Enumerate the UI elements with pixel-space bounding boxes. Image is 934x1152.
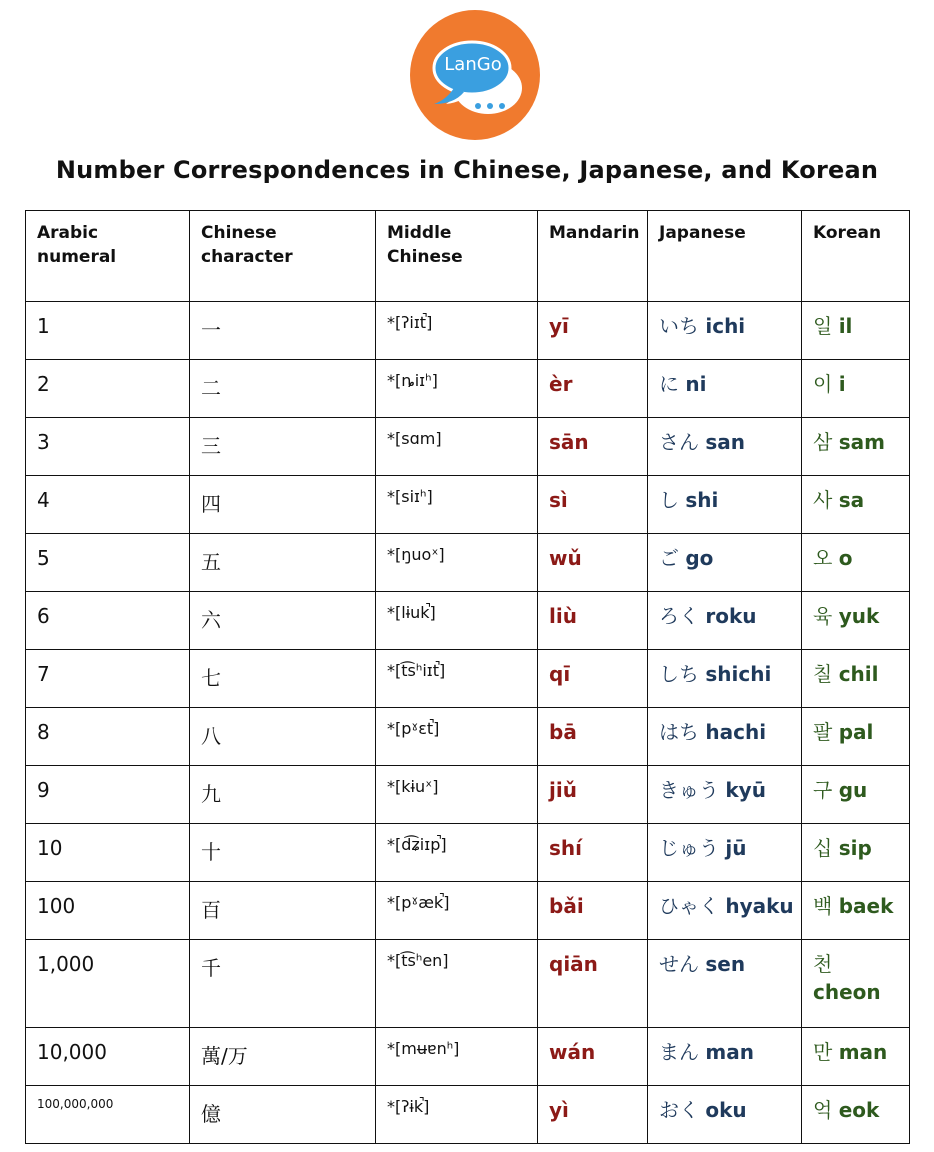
- cell-arabic: [26, 592, 190, 650]
- cell-japanese: [648, 766, 802, 824]
- chinese-character: 九: [201, 782, 221, 806]
- table-row: [26, 534, 910, 592]
- mandarin-reading: qī: [549, 662, 571, 686]
- japanese-romaji: sen: [705, 952, 746, 976]
- middle-chinese-reading: *[pˠæk̚]: [387, 893, 450, 912]
- korean-hangul: 육: [813, 604, 833, 628]
- mandarin-reading: liù: [549, 604, 577, 628]
- cell-arabic: [26, 1028, 190, 1086]
- cell-arabic: [26, 476, 190, 534]
- japanese-kana: ろく: [659, 604, 699, 628]
- cell-japanese: [648, 476, 802, 534]
- header-row: [26, 211, 910, 302]
- cell-arabic: [26, 302, 190, 360]
- cell-korean: [802, 650, 910, 708]
- korean-romanization: sa: [838, 488, 865, 512]
- chinese-character: 四: [201, 492, 221, 516]
- chat-bubbles-icon: [410, 10, 540, 140]
- page-title: Number Correspondences in Chinese, Japanese, and Korean: [55, 156, 879, 184]
- chinese-character: 三: [201, 434, 221, 458]
- cell-japanese: [648, 940, 802, 1028]
- japanese-kana: しち: [659, 662, 699, 686]
- chinese-character: 十: [201, 840, 221, 864]
- number-table: [25, 210, 910, 1144]
- korean-hangul: 백: [813, 894, 833, 918]
- middle-chinese-reading: *[t͡sʰen]: [387, 951, 449, 970]
- table-row: [26, 766, 910, 824]
- korean-hangul: 팔: [813, 720, 833, 744]
- japanese-romaji: shichi: [705, 662, 772, 686]
- cell-chinese-character: [190, 1086, 376, 1144]
- cell-middle-chinese: [376, 708, 538, 766]
- cell-mandarin: [538, 1028, 648, 1086]
- korean-romanization: eok: [838, 1098, 880, 1122]
- cell-chinese-character: [190, 766, 376, 824]
- cell-mandarin: [538, 302, 648, 360]
- cell-japanese: [648, 418, 802, 476]
- cell-japanese: [648, 650, 802, 708]
- header-korean: Korean: [802, 211, 910, 302]
- cell-arabic: [26, 1086, 190, 1144]
- chinese-character: 千: [201, 956, 221, 980]
- cell-japanese: [648, 882, 802, 940]
- chinese-character: 二: [201, 376, 221, 400]
- cell-chinese-character: [190, 650, 376, 708]
- cell-japanese: [648, 592, 802, 650]
- korean-romanization: chil: [838, 662, 879, 686]
- chinese-character: 一: [201, 318, 221, 342]
- middle-chinese-reading: *[d͡ʑiɪp̚]: [387, 835, 447, 854]
- cell-mandarin: [538, 1086, 648, 1144]
- cell-japanese: [648, 1028, 802, 1086]
- table-row: [26, 360, 910, 418]
- japanese-romaji: jū: [725, 836, 747, 860]
- cell-middle-chinese: [376, 766, 538, 824]
- arabic-numeral: 6: [37, 604, 50, 628]
- cell-chinese-character: [190, 360, 376, 418]
- cell-middle-chinese: [376, 476, 538, 534]
- cell-arabic: [26, 534, 190, 592]
- cell-korean: [802, 302, 910, 360]
- arabic-numeral: 100: [37, 894, 76, 918]
- arabic-numeral: 7: [37, 662, 50, 686]
- header-japanese: Japanese: [648, 211, 802, 302]
- cell-mandarin: [538, 940, 648, 1028]
- arabic-numeral: 5: [37, 546, 50, 570]
- arabic-numeral: 1: [37, 314, 50, 338]
- cell-japanese: [648, 708, 802, 766]
- japanese-kana: じゅう: [659, 836, 719, 860]
- cell-arabic: [26, 882, 190, 940]
- middle-chinese-reading: *[sɑm]: [387, 429, 442, 448]
- korean-hangul: 이: [813, 372, 833, 396]
- korean-hangul: 십: [813, 836, 833, 860]
- korean-romanization: o: [838, 546, 853, 570]
- cell-middle-chinese: [376, 650, 538, 708]
- middle-chinese-reading: *[pˠɛt̚]: [387, 719, 440, 738]
- mandarin-reading: wán: [549, 1040, 596, 1064]
- cell-chinese-character: [190, 708, 376, 766]
- arabic-numeral: 10: [37, 836, 63, 860]
- japanese-romaji: hachi: [705, 720, 767, 744]
- cell-japanese: [648, 302, 802, 360]
- arabic-numeral: 9: [37, 778, 50, 802]
- mandarin-reading: sān: [549, 430, 589, 454]
- korean-hangul: 사: [813, 488, 833, 512]
- cell-middle-chinese: [376, 1086, 538, 1144]
- table-row: [26, 592, 910, 650]
- mandarin-reading: bǎi: [549, 894, 584, 918]
- korean-romanization: cheon: [813, 980, 881, 1004]
- table-row: [26, 302, 910, 360]
- middle-chinese-reading: *[lɨuk̚]: [387, 603, 436, 622]
- cell-korean: [802, 360, 910, 418]
- mandarin-reading: wǔ: [549, 546, 582, 570]
- cell-korean: [802, 940, 910, 1028]
- cell-middle-chinese: [376, 592, 538, 650]
- japanese-romaji: man: [705, 1040, 754, 1064]
- cell-mandarin: [538, 592, 648, 650]
- cell-chinese-character: [190, 476, 376, 534]
- korean-hangul: 만: [813, 1040, 833, 1064]
- korean-romanization: gu: [838, 778, 868, 802]
- chinese-character: 八: [201, 724, 221, 748]
- cell-arabic: [26, 360, 190, 418]
- korean-romanization: baek: [838, 894, 894, 918]
- cell-korean: [802, 418, 910, 476]
- cell-arabic: [26, 824, 190, 882]
- korean-romanization: yuk: [838, 604, 880, 628]
- cell-mandarin: [538, 650, 648, 708]
- cell-chinese-character: [190, 592, 376, 650]
- korean-hangul: 삼: [813, 430, 833, 454]
- cell-mandarin: [538, 418, 648, 476]
- middle-chinese-reading: *[ʔɨk̚]: [387, 1097, 430, 1116]
- mandarin-reading: yī: [549, 314, 569, 338]
- cell-middle-chinese: [376, 418, 538, 476]
- korean-romanization: man: [838, 1040, 888, 1064]
- cell-arabic: [26, 766, 190, 824]
- japanese-kana: いち: [659, 314, 699, 338]
- cell-mandarin: [538, 766, 648, 824]
- chinese-character: 億: [201, 1102, 221, 1126]
- japanese-kana: さん: [659, 430, 699, 454]
- chinese-character: 七: [201, 666, 221, 690]
- arabic-numeral: 100,000,000: [37, 1097, 114, 1111]
- cell-chinese-character: [190, 882, 376, 940]
- korean-hangul: 오: [813, 546, 833, 570]
- cell-korean: [802, 1086, 910, 1144]
- korean-romanization: pal: [838, 720, 874, 744]
- arabic-numeral: 8: [37, 720, 50, 744]
- korean-hangul: 구: [813, 778, 833, 802]
- cell-arabic: [26, 418, 190, 476]
- table-row: [26, 824, 910, 882]
- cell-korean: [802, 534, 910, 592]
- cell-korean: [802, 1028, 910, 1086]
- middle-chinese-reading: *[ŋuoˣ]: [387, 545, 445, 564]
- table-row: [26, 418, 910, 476]
- cell-chinese-character: [190, 940, 376, 1028]
- cell-japanese: [648, 360, 802, 418]
- korean-hangul: 일: [813, 314, 833, 338]
- table-row: [26, 476, 910, 534]
- header-chinese-character: Chinese character: [190, 211, 376, 302]
- korean-romanization: il: [838, 314, 853, 338]
- cell-mandarin: [538, 824, 648, 882]
- mandarin-reading: èr: [549, 372, 573, 396]
- korean-hangul: 억: [813, 1098, 833, 1122]
- middle-chinese-reading: *[kɨuˣ]: [387, 777, 439, 796]
- cell-korean: [802, 824, 910, 882]
- arabic-numeral: 2: [37, 372, 50, 396]
- cell-arabic: [26, 940, 190, 1028]
- arabic-numeral: 4: [37, 488, 50, 512]
- middle-chinese-reading: *[t͡sʰiɪt̚]: [387, 661, 446, 680]
- cell-middle-chinese: [376, 882, 538, 940]
- cell-middle-chinese: [376, 1028, 538, 1086]
- table-row: [26, 882, 910, 940]
- chinese-character: 五: [201, 550, 221, 574]
- cell-middle-chinese: [376, 940, 538, 1028]
- chinese-character: 百: [201, 898, 221, 922]
- cell-chinese-character: [190, 302, 376, 360]
- cell-mandarin: [538, 476, 648, 534]
- japanese-kana: せん: [659, 952, 699, 976]
- cell-arabic: [26, 708, 190, 766]
- cell-middle-chinese: [376, 360, 538, 418]
- table-row: [26, 650, 910, 708]
- cell-mandarin: [538, 708, 648, 766]
- chinese-character: 萬/万: [201, 1044, 248, 1068]
- cell-japanese: [648, 1086, 802, 1144]
- cell-korean: [802, 476, 910, 534]
- cell-chinese-character: [190, 534, 376, 592]
- lango-logo: [410, 10, 540, 140]
- japanese-romaji: roku: [705, 604, 757, 628]
- cell-arabic: [26, 650, 190, 708]
- cell-chinese-character: [190, 1028, 376, 1086]
- cell-korean: [802, 592, 910, 650]
- cell-mandarin: [538, 360, 648, 418]
- japanese-romaji: go: [685, 546, 714, 570]
- middle-chinese-reading: *[ʔiɪt̚]: [387, 313, 433, 332]
- korean-romanization: i: [838, 372, 846, 396]
- mandarin-reading: qiān: [549, 952, 598, 976]
- cell-japanese: [648, 534, 802, 592]
- cell-korean: [802, 708, 910, 766]
- korean-romanization: sip: [838, 836, 872, 860]
- table-row: [26, 708, 910, 766]
- mandarin-reading: shí: [549, 836, 582, 860]
- cell-chinese-character: [190, 418, 376, 476]
- middle-chinese-reading: *[siɪʰ]: [387, 487, 433, 506]
- japanese-romaji: ichi: [705, 314, 746, 338]
- arabic-numeral: 1,000: [37, 952, 95, 976]
- japanese-kana: ご: [659, 546, 679, 570]
- table-row: [26, 1028, 910, 1086]
- header-mandarin: Mandarin: [538, 211, 648, 302]
- cell-japanese: [648, 824, 802, 882]
- japanese-kana: し: [659, 488, 679, 512]
- cell-korean: [802, 766, 910, 824]
- korean-romanization: sam: [838, 430, 885, 454]
- japanese-romaji: oku: [705, 1098, 747, 1122]
- mandarin-reading: sì: [549, 488, 568, 512]
- korean-hangul: 천: [813, 952, 833, 976]
- header-middle-chinese: Middle Chinese: [376, 211, 538, 302]
- japanese-kana: ひゃく: [659, 894, 719, 918]
- japanese-romaji: kyū: [725, 778, 766, 802]
- header-arabic: Arabic numeral: [26, 211, 190, 302]
- table-row: [26, 940, 910, 1028]
- cell-middle-chinese: [376, 824, 538, 882]
- japanese-kana: まん: [659, 1040, 699, 1064]
- table-row: [26, 1086, 910, 1144]
- japanese-kana: に: [659, 372, 679, 396]
- middle-chinese-reading: *[mʉɐnʰ]: [387, 1039, 460, 1058]
- arabic-numeral: 10,000: [37, 1040, 107, 1064]
- korean-hangul: 칠: [813, 662, 833, 686]
- japanese-romaji: ni: [685, 372, 707, 396]
- cell-mandarin: [538, 534, 648, 592]
- japanese-romaji: shi: [685, 488, 719, 512]
- cell-mandarin: [538, 882, 648, 940]
- cell-middle-chinese: [376, 302, 538, 360]
- arabic-numeral: 3: [37, 430, 50, 454]
- japanese-kana: はち: [659, 720, 699, 744]
- chinese-character: 六: [201, 608, 221, 632]
- japanese-romaji: hyaku: [725, 894, 794, 918]
- japanese-romaji: san: [705, 430, 745, 454]
- japanese-kana: おく: [659, 1098, 699, 1122]
- cell-middle-chinese: [376, 534, 538, 592]
- middle-chinese-reading: *[ȵiɪʰ]: [387, 371, 438, 390]
- cell-chinese-character: [190, 824, 376, 882]
- cell-korean: [802, 882, 910, 940]
- mandarin-reading: jiǔ: [549, 778, 577, 802]
- mandarin-reading: yì: [549, 1098, 569, 1122]
- mandarin-reading: bā: [549, 720, 577, 744]
- japanese-kana: きゅう: [659, 778, 719, 802]
- logo-text: LanGo: [444, 54, 502, 75]
